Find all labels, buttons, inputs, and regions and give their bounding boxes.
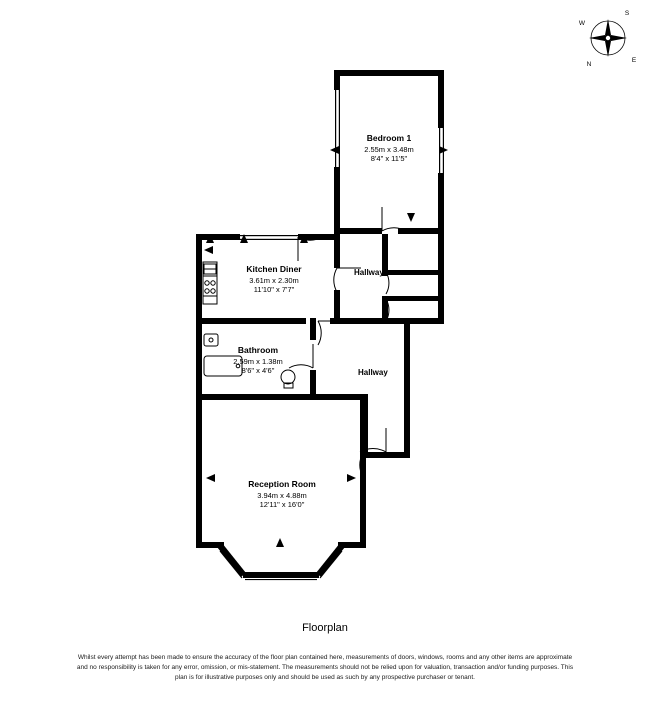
room-name-bedroom-1: Bedroom 1 (366, 133, 412, 143)
doors (289, 207, 410, 477)
compass-label-west: W (578, 20, 586, 27)
room-dim-metric-bathroom: 2.59m x 1.38m (233, 356, 283, 366)
disclaimer-text: Whilst every attempt has been made to ensure the accuracy of the floor plan contained here, measurements of doors, windows, rooms and any other items are approximate and no responsibility is taken for any error, omission, or mis-statement. The measurements should not be relied upon for valuation, transaction and/or funding purposes. This plan is for illustrative purposes only and should be used as such by any prospective purchaser or tenant. (76, 654, 574, 682)
compass-label-east: E (631, 57, 637, 64)
compass-label-north: N (586, 61, 592, 68)
page-title: Floorplan (302, 622, 348, 634)
room-name-reception-room: Reception Room (248, 479, 316, 489)
room-label-bathroom (196, 345, 320, 375)
room-label-reception-room (220, 479, 344, 509)
room-name-bathroom: Bathroom (237, 345, 279, 355)
room-dim-imperial-bathroom: 8'6" x 4'6" (241, 366, 275, 375)
room-dim-imperial-reception-room: 12'11" x 16'0" (259, 500, 305, 509)
compass-label-south: S (624, 10, 630, 17)
room-label-kitchen-diner (212, 264, 336, 294)
room-dim-metric-reception-room: 3.94m x 4.88m (257, 490, 307, 500)
room-dim-imperial-bedroom-1: 8'4" x 11'5" (370, 154, 408, 163)
room-name-kitchen-diner: Kitchen Diner (246, 264, 302, 274)
area-label-hallway-lower: Hallway (358, 368, 388, 377)
area-label-hallway-upper: Hallway (354, 268, 384, 277)
room-label-bedroom-1 (333, 133, 445, 163)
room-dim-imperial-kitchen-diner: 11'10" x 7'7" (253, 285, 295, 294)
room-dim-metric-bedroom-1: 2.55m x 3.48m (364, 144, 414, 154)
compass-rose (579, 10, 637, 68)
room-dim-metric-kitchen-diner: 3.61m x 2.30m (249, 275, 299, 285)
